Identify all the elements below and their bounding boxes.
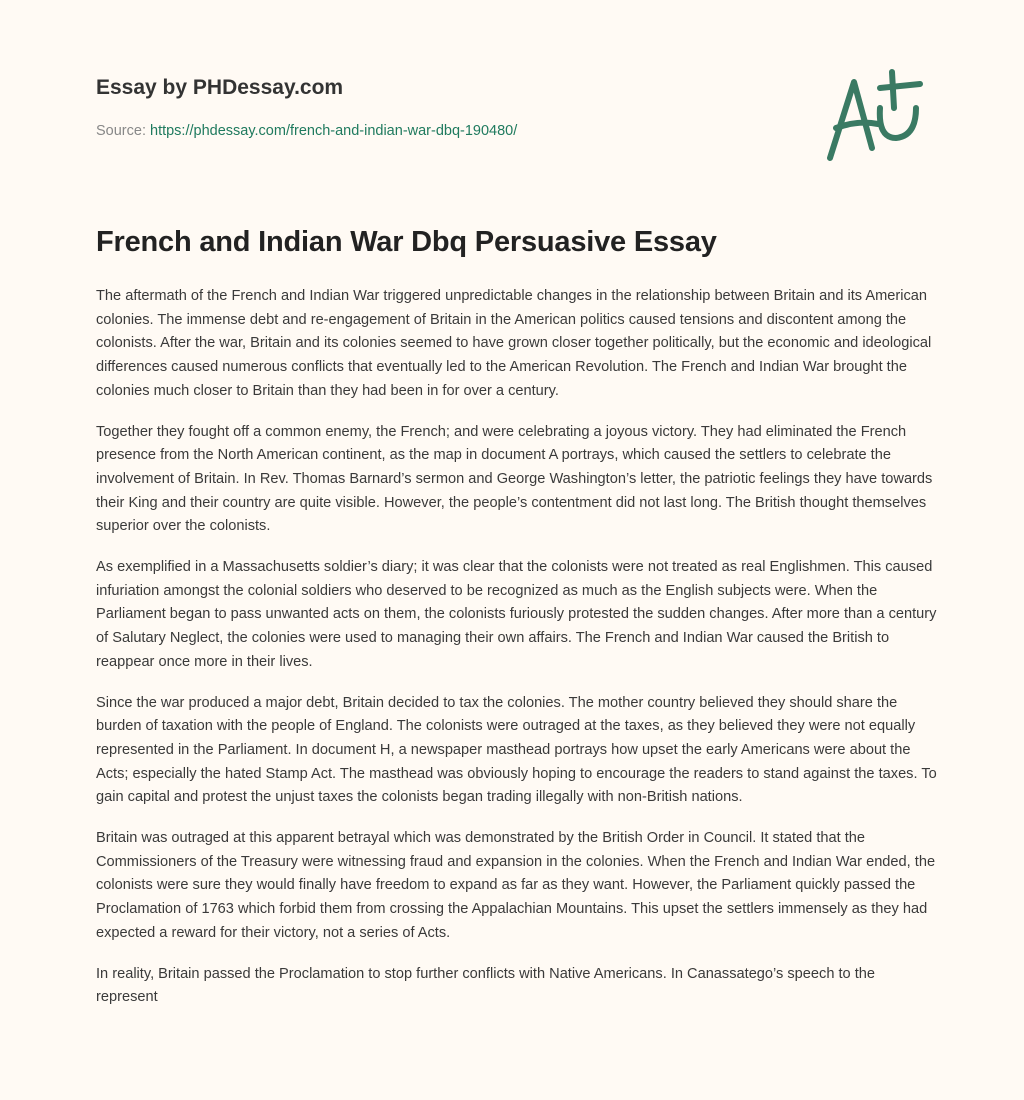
paragraph: As exemplified in a Massachusetts soldier’s diary; it was clear that the colonists were not treated as real Englishmen. This caused infuriation amongst the colonial soldiers who deserved to be recognized as much as the English subjects were. When the Parliament began to pass unwanted acts on them, the colonists furiously protested the sudden changes. After more than a century of Salutary Neglect, the colonies were used to managing their own affairs. The French and Indian War caused the British to reappear once more in their lives. <box>96 559 937 670</box>
paragraph: Together they fought off a common enemy, the French; and were celebrating a joyous victory. They had eliminated the French presence from the North American continent, as the map in document A portrays, which caused the settlers to celebrate the involvement of Britain. In Rev. Thomas Barnard’s sermon and George Washington’s letter, the patriotic feelings they have towards their King and their country are quite visible. However, the people’s contentment did not last long. The British thought themselves superior over the colonists. <box>96 423 933 535</box>
paragraph: Britain was outraged at this apparent betrayal which was demonstrated by the British Order in Council. It stated that the Commissioners of the Treasury were witnessing fraud and expansion in the colonies. When the French and Indian War ended, the colonists were sure they would finally have freedom to expand as far as they want. However, the Parliament quickly passed the Proclamation of 1763 which forbid them from crossing the Appalachian Mountains. This upset the settlers immensely as they had expected a reward for their victory, not a series of Acts. <box>96 830 936 941</box>
source-line <box>96 123 517 139</box>
source-label: Source: <box>96 123 150 139</box>
a-plus-logo-icon <box>820 68 930 168</box>
site-brand: Essay by PHDessay.com <box>96 76 344 99</box>
paragraph: The aftermath of the French and Indian War triggered unpredictable changes in the relationship between Britain and its American colonies. The immense debt and re-engagement of Britain in the American politics caused tensions and discontent among the colonists. After the war, Britain and its colonies seemed to have grown closer together politically, but the economic and ideological differences caused numerous conflicts that eventually led to the American Revolution. The French and Indian War brought the colonies much closer to Britain than they had been in for over a century. <box>96 288 932 399</box>
essay-body <box>96 285 938 1027</box>
paragraph: Since the war produced a major debt, Britain decided to tax the colonies. The mother country believed they should share the burden of taxation with the people of England. The colonists were outraged at the taxes, as they believed they were not equally represented in the Parliament. In document H, a newspaper masthead portrays how upset the early Americans were about the Acts; especially the hated Stamp Act. The masthead was obviously hoping to encourage the readers to stand against the taxes. To gain capital and protest the unjust taxes the colonists began trading illegally with non-British nations. <box>96 694 937 806</box>
page-title: French and Indian War Dbq Persuasive Essay <box>96 226 717 258</box>
source-link[interactable]: https://phdessay.com/french-and-indian-war-dbq-190480/ <box>150 123 518 139</box>
paragraph: In reality, Britain passed the Proclamation to stop further conflicts with Native Americans. In Canassatego’s speech to the represent <box>96 965 875 1006</box>
